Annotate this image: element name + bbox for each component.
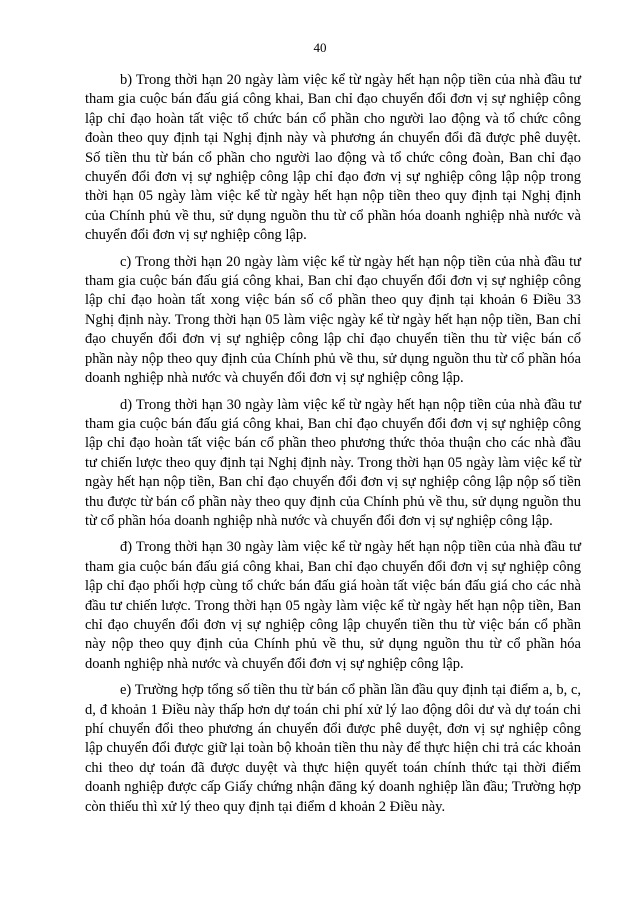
paragraph-e: e) Trường hợp tổng số tiền thu từ bán cổ phần lần đầu quy định tại điểm a, b, c, d, đ khoản 1 Điều này thấp hơn dự toán chi phí xử lý lao động dôi dư và dự toán chi phí chuyển đổi theo phương án chuyển đổi được phê duyệt, đơn vị sự nghiệp công lập chuyển đổi được giữ lại toàn bộ khoản tiền thu này để thực hiện chi trả các khoản chi theo dự toán đã được duyệt và thực hiện quyết toán chính thức tại thời điểm doanh nghiệp được cấp Giấy chứng nhận đăng ký doanh nghiệp lần đầu; Trường hợp còn thiếu thì xử lý theo quy định tại điểm d khoản 2 Điều này. (85, 682, 581, 815)
paragraph-d: d) Trong thời hạn 30 ngày làm việc kể từ ngày hết hạn nộp tiền của nhà đầu tư tham gia cuộc bán đấu giá công khai, Ban chỉ đạo chuyển đổi đơn vị sự nghiệp công lập chỉ đạo hoàn tất việc bán cổ phần theo phương thức thỏa thuận cho các nhà đầu tư chiến lược theo quy định tại Nghị định này. Trong thời hạn 05 ngày làm việc kể từ ngày hết hạn nộp tiền, Ban chỉ đạo chuyển đổi đơn vị sự nghiệp công lập nộp số tiền thu được từ bán cổ phần này theo quy định của Chính phủ về thu, sử dụng nguồn thu từ cổ phần hóa doanh nghiệp nhà nước và chuyển đổi đơn vị sự nghiệp công lập. (85, 396, 581, 529)
paragraph-dd: đ) Trong thời hạn 30 ngày làm việc kể từ ngày hết hạn nộp tiền của nhà đầu tư tham gia cuộc bán đấu giá công khai, Ban chỉ đạo chuyển đổi đơn vị sự nghiệp công lập chỉ đạo phối hợp cùng tổ chức bán đấu giá hoàn tất việc bán đấu giá cho các nhà đầu tư chiến lược. Trong thời hạn 05 ngày làm việc kể từ ngày hết hạn nộp tiền, Ban chỉ đạo chuyển đổi đơn vị sự nghiệp công lập chuyển tiền thu từ việc bán cổ phần này nộp theo quy định của Chính phủ về thu, sử dụng nguồn thu từ cổ phần hóa doanh nghiệp nhà nước và chuyển đổi đơn vị sự nghiệp công lập. (85, 539, 581, 672)
paragraph-c: c) Trong thời hạn 20 ngày làm việc kể từ ngày hết hạn nộp tiền của nhà đầu tư tham gia cuộc bán đấu giá công khai, Ban chỉ đạo chuyển đổi đơn vị sự nghiệp công lập chỉ đạo hoàn tất xong việc bán số cổ phần theo quy định tại khoản 6 Điều 33 Nghị định này. Trong thời hạn 05 làm việc ngày kể từ ngày hết hạn nộp tiền, Ban chỉ đạo chuyển đổi đơn vị sự nghiệp công lập chỉ đạo chuyển tiền thu từ việc bán cổ phần này nộp theo quy định của Chính phủ về thu, sử dụng nguồn thu từ cổ phần hóa doanh nghiệp nhà nước và chuyển đổi đơn vị sự nghiệp công lập. (85, 253, 581, 387)
paragraph-b: b) Trong thời hạn 20 ngày làm việc kể từ ngày hết hạn nộp tiền của nhà đầu tư tham gia cuộc bán đấu giá công khai, Ban chỉ đạo chuyển đổi đơn vị sự nghiệp công lập chỉ đạo hoàn tất việc tổ chức bán cổ phần cho người lao động và tổ chức công đoàn theo quy định tại Nghị định này và phương án chuyển đổi đã được phê duyệt. Số tiền thu từ bán cổ phần cho người lao động và tổ chức công đoàn, Ban chỉ đạo chuyển đổi đơn vị sự nghiệp công lập chỉ đạo đơn vị sự nghiệp công lập nộp trong thời hạn 05 ngày làm việc kể từ ngày hết hạn nộp tiền theo quy định tại Nghị định của Chính phủ về thu, sử dụng nguồn thu từ cổ phần hóa doanh nghiệp nhà nước và chuyển đổi đơn vị sự nghiệp công lập. (85, 72, 581, 244)
document-body (85, 71, 581, 824)
page-number: 40 (313, 40, 327, 55)
